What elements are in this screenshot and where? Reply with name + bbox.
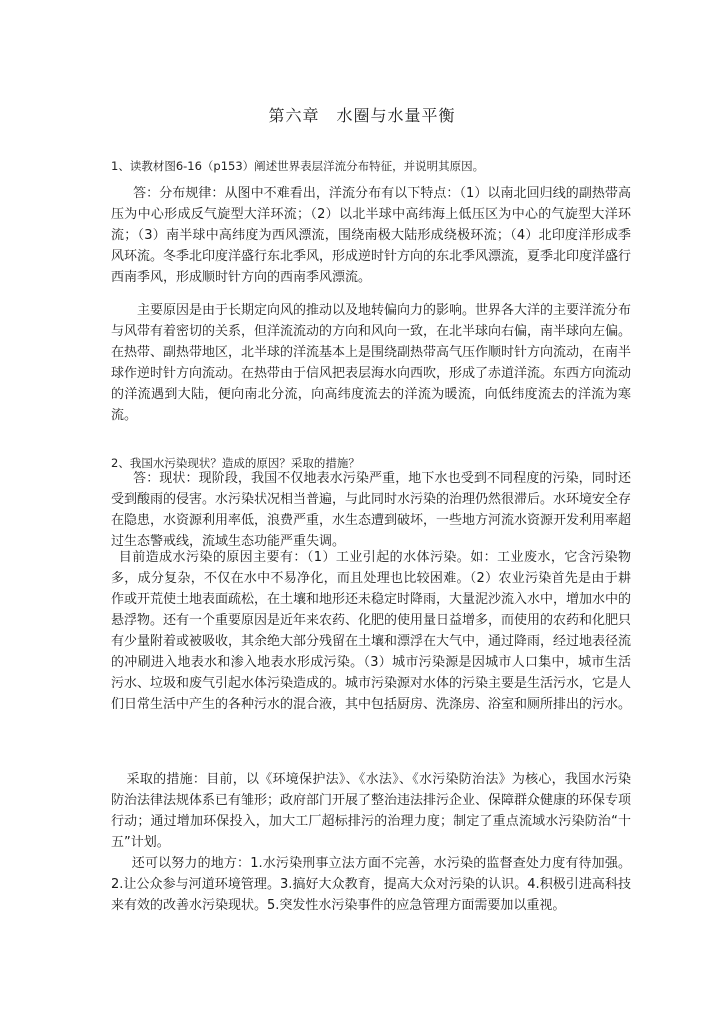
- question-1: 1、读教材图6-16（p153）阐述世界表层洋流分布特征，并说明其原因。: [111, 159, 485, 173]
- question-2: 2、我国水污染现状？造成的原因？采取的措施？: [111, 456, 360, 470]
- answer-2-causes: 目前造成水污染的原因主要有：（1）工业引起的水体污染。如：工业废水，它含污染物多，成分复杂，不仅在水中不易净化，而且处理也比较困难。（2）农业污染首先是由于耕作或开荒使土地表面疏松，在土壤和地形还未稳定时降雨，大量泥沙流入水中，增加水中的悬浮物。还有一个重要原因是近年来农药、化肥的使用量日益增多，而使用的农药和化肥只有少量附着或被吸收，其余绝大部分残留在土壤和漂浮在大气中，通过降雨，经过地表径流的冲刷进入地表水和渗入地表水形成污染。（3）城市污染源是因城市人口集中，城市生活污水、垃圾和废气引起水体污染造成的。城市污染源对水体的污染主要是生活污水，它是人们日常生活中产生的各种污水的混合液，其中包括厨房、洗涤房、浴室和厕所排出的污水。: [111, 550, 632, 712]
- answer-2-improvements: 还可以努力的地方：1.水污染刑事立法方面不完善，水污染的监督查处力度有待加强。2.让公众参与河道环境管理。3.搞好大众教育，提高大众对污染的认识。4.积极引进高科技来有效的改善水污染现状。5.突发性水污染事件的应急管理方面需要加以重视。: [111, 856, 631, 913]
- chapter-title: 第六章 水圈与水量平衡: [268, 106, 456, 125]
- answer-2-measures: 采取的措施：目前，以《环境保护法》、《水法》、《水污染防治法》为核心，我国水污染防治法律法规体系已有雏形；政府部门开展了整治违法排污企业、保障群众健康的环保专项行动；通过增加环保投入，加大工厂超标排污的治理力度；制定了重点流域水污染防治“十五”计划。: [111, 772, 632, 850]
- answer-2-status: 答：现状：现阶段，我国不仅地表水污染严重，地下水也受到不同程度的污染，同时还受到酸雨的侵害。水污染状况相当普遍，与此同时水污染的治理仍然很滞后。水环境安全存在隐患，水资源利用率低，浪费严重，水生态遭到破坏，一些地方河流水资源开发利用率超过生态警戒线，流域生态功能严重失调。: [111, 471, 632, 549]
- answer-1-distribution: 答：分布规律：从图中不难看出，洋流分布有以下特点：（1）以南北回归线的副热带高压为中心形成反气旋型大洋环流；（2）以北半球中高纬海上低压区为中心的气旋型大洋环流；（3）南半球中高纬度为西风漂流，围绕南极大陆形成绕极环流；（4）北印度洋形成季风环流。冬季北印度洋盛行东北季风，形成逆时针方向的东北季风漂流，夏季北印度洋盛行西南季风，形成顺时针方向的西南季风漂流。: [111, 186, 632, 285]
- answer-1-reasons: 主要原因是由于长期定向风的推动以及地转偏向力的影响。世界各大洋的主要洋流分布与风带有着密切的关系，但洋流流动的方向和风向一致，在北半球向右偏，南半球向左偏。在热带、副热带地区，北半球的洋流基本上是围绕副热带高气压作顺时针方向流动，在南半球作逆时针方向流动。在热带由于信风把表层海水向西吹，形成了赤道洋流。东西方向流动的洋流遇到大陆，便向南北分流，向高纬度流去的洋流为暖流，向低纬度流去的洋流为寒流。: [111, 303, 632, 423]
